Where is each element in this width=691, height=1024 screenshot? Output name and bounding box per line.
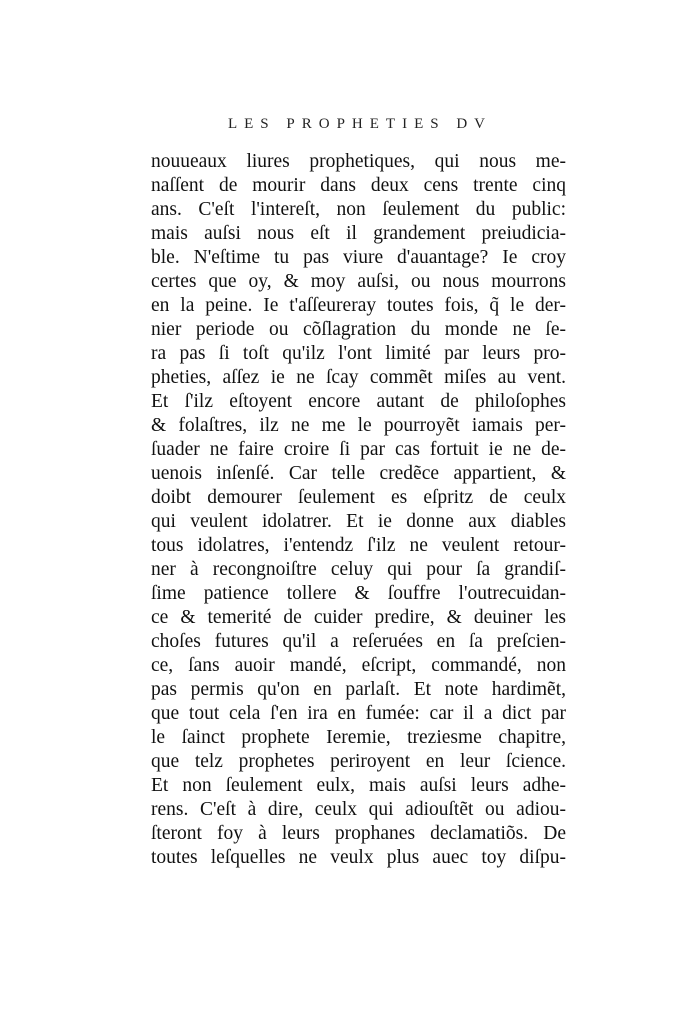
text-line: ce & temerité de cuider predire, & deuiner les — [151, 607, 566, 628]
text-line: ſime patience tollere & ſouffre l'outrecuidan- — [151, 583, 566, 604]
text-line: ra pas ſi toſt qu'ilz l'ont limité par leurs pro- — [151, 343, 566, 364]
text-line: nouueaux liures prophetiques, qui nous me- — [151, 151, 566, 172]
text-line: toutes leſquelles ne veulx plus auec toy diſpu- — [151, 847, 566, 868]
text-line: Et ſ'ilz eſtoyent encore autant de philoſophes — [151, 391, 566, 412]
text-line: Et non ſeulement eulx, mais auſsi leurs adhe- — [151, 775, 566, 796]
text-line: naſſent de mourir dans deux cens trente cinq — [151, 175, 566, 196]
text-line: rens. C'eſt à dire, ceulx qui adiouſtẽt ou adiou- — [151, 799, 566, 820]
text-line: en la peine. Ie t'aſſeureray toutes fois, q̃ le der- — [151, 295, 566, 316]
text-line: qui veulent idolatrer. Et ie donne aux diables — [151, 511, 566, 532]
text-line: certes que oy, & moy auſsi, ou nous mourrons — [151, 271, 566, 292]
running-head: LES PROPHETIES DV — [227, 116, 492, 132]
body-text — [151, 150, 566, 870]
text-line: ſteront foy à leurs prophanes declamatiõs. De — [151, 823, 566, 844]
text-line: pheties, aſſez ie ne ſcay commẽt miſes au vent. — [151, 367, 566, 388]
text-line: ble. N'eſtime tu pas viure d'auantage? Ie croy — [151, 247, 566, 268]
text-line: ans. C'eſt l'intereſt, non ſeulement du public: — [151, 199, 566, 220]
text-line: doibt demourer ſeulement es eſpritz de ceulx — [151, 487, 566, 508]
text-line: & folaſtres, ilz ne me le pourroyẽt iamais per- — [151, 415, 566, 436]
text-line: pas permis qu'on en parlaſt. Et note hardimẽt, — [151, 679, 566, 700]
text-line: le ſainct prophete Ieremie, treziesme chapitre, — [151, 727, 566, 748]
text-line: nier periode ou cõſlagration du monde ne ſe- — [151, 319, 566, 340]
text-line: tous idolatres, i'entendz ſ'ilz ne veulent retour- — [151, 535, 566, 556]
text-line: ſuader ne faire croire ſi par cas fortuit ie ne de- — [151, 439, 566, 460]
text-line: mais auſsi nous eſt il grandement preiudicia- — [151, 223, 566, 244]
text-line: ner à recongnoiſtre celuy qui pour ſa grandiſ- — [151, 559, 566, 580]
text-line: uenois inſenſé. Car telle credẽce appartient, & — [151, 463, 566, 484]
text-line: que tout cela ſ'en ira en fumée: car il a dict par — [151, 703, 566, 724]
text-line: choſes futures qu'il a reſeruées en ſa preſcien- — [151, 631, 566, 652]
text-line: ce, ſans auoir mandé, eſcript, commandé, non — [151, 655, 566, 676]
text-line: que telz prophetes periroyent en leur ſcience. — [151, 751, 566, 772]
